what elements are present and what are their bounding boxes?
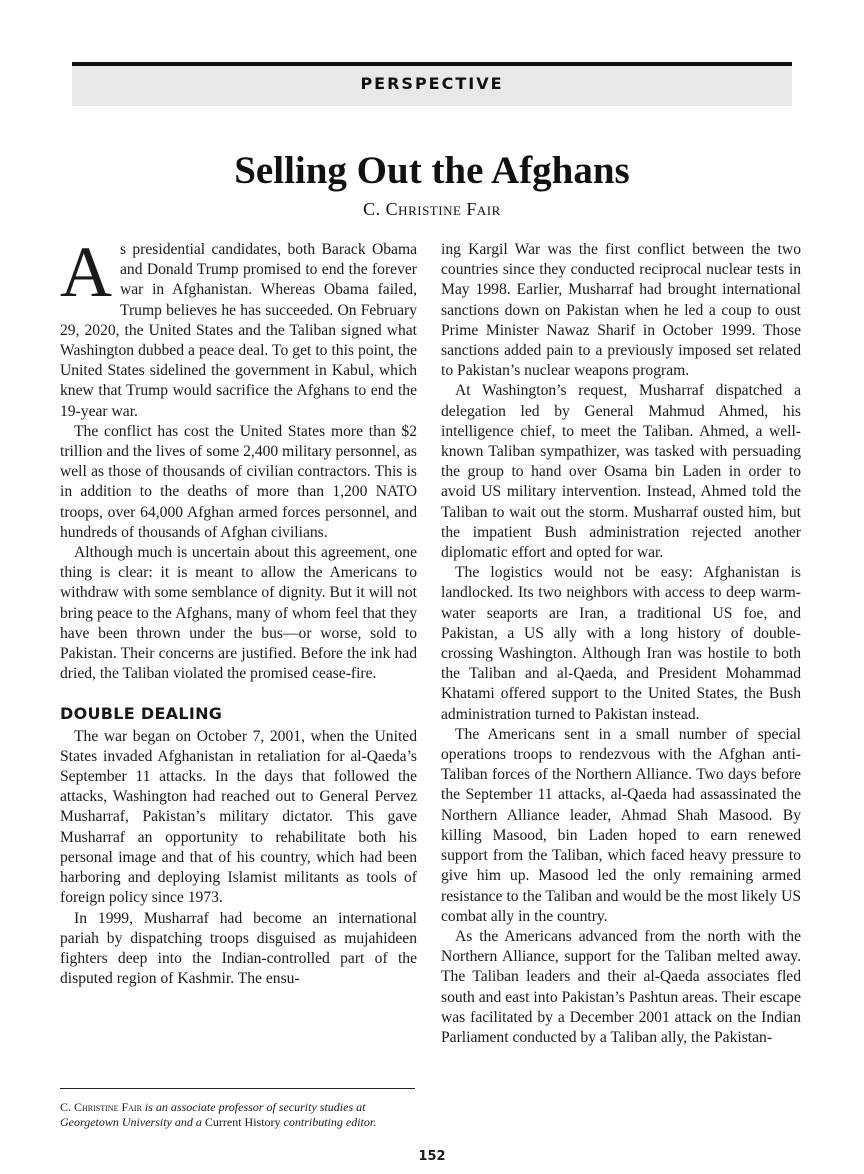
right-column [441,240,801,1048]
left-column [60,232,417,989]
footnote-author: C. Christine Fair [60,1100,142,1114]
paragraph-text: ally with a long history of double-crossing Washington. Although Iran was hostile to both the Taliban and al-Qaeda, and President Mohammad Khatami offered support to the United States, the Bush administration turned to Pakistan instead. [441,624,801,723]
author-footnote [60,1100,417,1129]
article-title: Selling Out the Afghans [234,149,630,192]
paragraph-text: s presidential candidates, both Barack Obama and Donald Trump promised to end the forever war in Afghanistan. Whereas Obama failed, Trump believes he has succeeded. On February 29, 2020, the United States and the Taliban signed what Washington dubbed a peace deal. To get to this point, the United States sidelined the government in Kabul, which knew that Trump would sacrifice the Afghans to end the 19-year war. [60,241,417,420]
paragraph-text: At Washington’s request, Musharraf dispatched a delegation led by General Mahmud Ahmed, his intelligence chief, to meet the Taliban. Ahmed, a well-known Taliban sympathizer, was tasked with persuading the group to hand over Osama bin Laden in order to avoid [441,382,801,501]
section-heading: DOUBLE DEALING [60,704,223,724]
section-label: PERSPECTIVE [360,74,504,93]
paragraph: In 1999, Musharraf had become an international pariah by dispatching troops disguised as mujahideen fighters deep into the Indian-controlled part of the disputed region of Kashmir. The ensu- [60,909,417,988]
paragraph-text: foe, and Pakistan, a [441,604,802,642]
author-name: C. Christine Fair [363,199,501,219]
article-author [0,199,864,220]
paragraph-text: The Americans sent in a small number of special operations troops to rendezvous with the Afghan anti-Taliban forces of the Northern Alliance. Two days before the September 11 attacks, al-Qaeda had assassinated the Northern Alliance leader, Ahmad Shah Masood. By killing Masood, bin Laden hoped to earn renewed support from the Taliban, which faced heavy pressure to give him up. Masood led the only remaining armed resistance to the Taliban and would be the most likely [441,725,801,905]
paragraph: Although much is uncertain about this agreement, one thing is clear: it is meant to allow the Americans to withdraw with some semblance of dignity. But it will not bring peace to the Afghans, many of whom feel that they have been thrown under the bus—or worse, sold to Pakistan. Their concerns are justified. Before the ink had dried, the Taliban violated the promised cease-fire. [60,544,417,683]
paragraph: The war began on October 7, 2001, when the United States invaded Afghanistan in retaliation for al-Qaeda’s September 11 attacks. In the days that followed the attacks, Washington had reached out to General Pervez Musharraf, Pakistan’s military dictator. This gave Musharraf an opportunity to rehabilitate both his personal image and that of his country, which had been harboring and deploying Islamist militants as tools of foreign policy since 1973. [60,727,417,907]
paragraph [60,422,417,543]
section-banner [72,62,792,106]
acronym: US [781,887,801,905]
acronym: US [523,624,544,642]
paragraph [441,563,801,725]
paragraph-text: combat ally in the country. [441,907,608,925]
acronym: NATO [375,483,417,501]
footnote-text: contributing editor. [280,1114,377,1129]
footnote-rule [60,1088,415,1089]
paragraph [441,725,801,927]
paragraph-text: military intervention. Instead, Ahmed told the Taliban to wait out the storm. Musharraf ousted him, but the impatient Bush administration rejected another diplomatic effort and opted for war. [441,483,801,562]
paragraph-text: The conflict has cost the United States more than $2 trillion and the lives of some 2,400 military personnel, as well as those of thousands of civilian contractors. This is in addition to the deaths of more than 1,200 [60,422,417,501]
page-number: 152 [418,1149,446,1164]
paragraph [60,232,417,422]
paragraph: As the Americans advanced from the north with the Northern Alliance, support for the Taliban melted away. The Taliban leaders and their al-Qaeda associates fled south and east into Pakistan’s Pashtun areas. Their escape was facilitated by a December 2001 attack on the Indian Parliament conducted by a Taliban ally, the Pakistan- [441,927,801,1046]
paragraph-text: The logistics would not be easy: Afghanistan is landlocked. Its two neighbors with access to deep warm-water seaports are Iran, a traditional [441,564,801,622]
footnote-publication: Current History [204,1114,281,1129]
paragraph-text: troops, over 64,000 Afghan armed forces personnel, and hundreds of thousands of Afghan civilians. [60,503,417,541]
paragraph: ing Kargil War was the first conflict between the two countries since they conducted reciprocal nuclear tests in May 1998. Earlier, Musharraf had brought international sanctions down on Pakistan when he led a coup to oust Prime Minister Nawaz Sharif in October 1999. Those sanctions added pain to a previously imposed set related to Pakistan’s nuclear weapons program. [441,241,801,380]
acronym: US [481,483,502,501]
paragraph [441,381,801,563]
footnote-text: is an associate professor of security studies at Georgetown University and a [60,1100,366,1129]
acronym: US [712,604,733,622]
drop-cap: A [60,232,112,312]
